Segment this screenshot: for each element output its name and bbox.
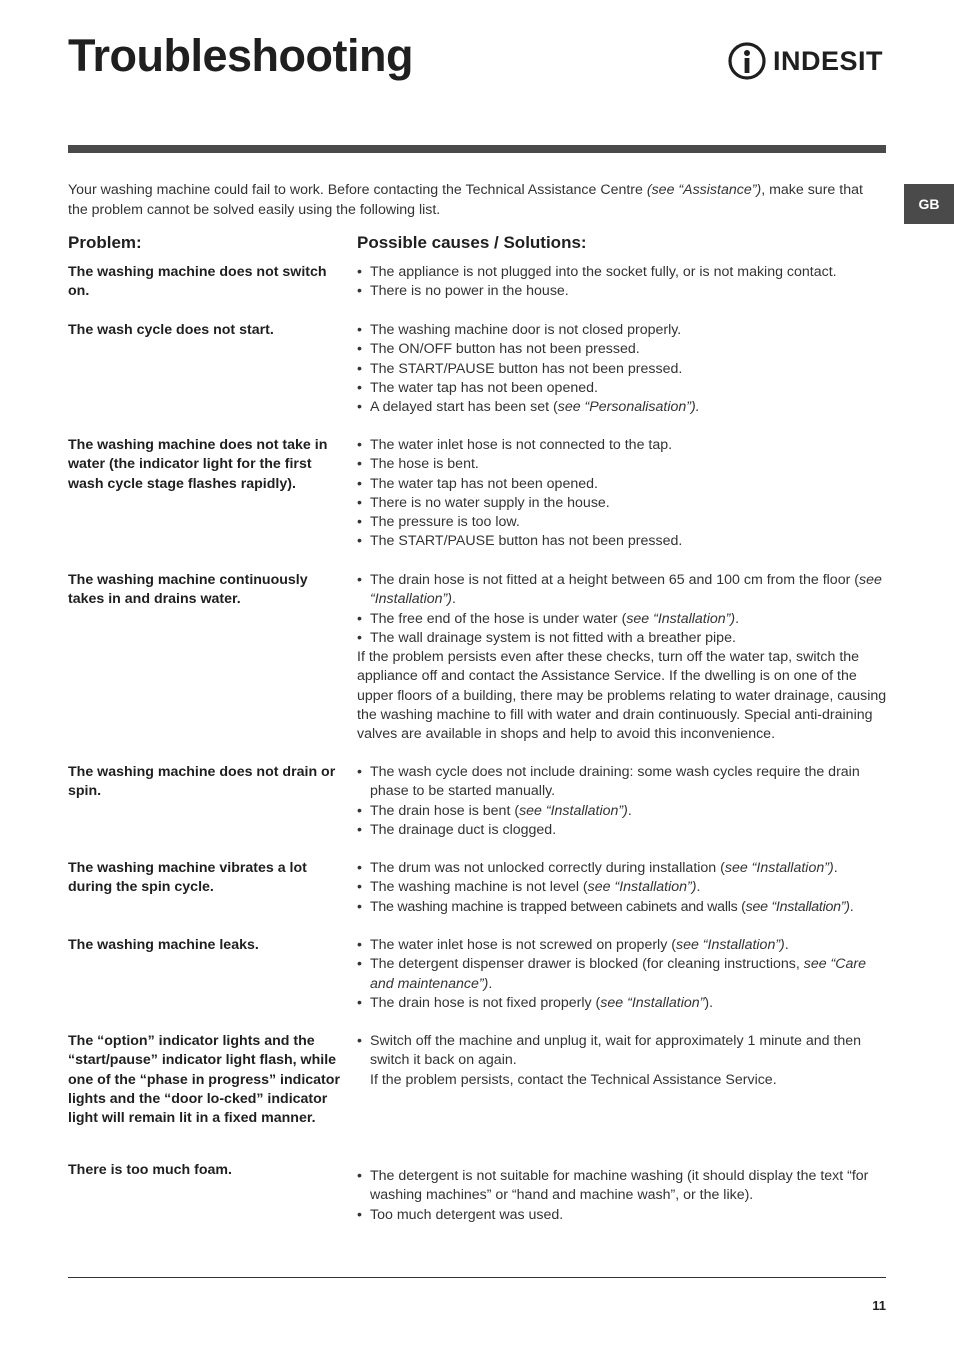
problem-column-heading: Problem: [68,233,142,252]
page-number: 11 [872,1298,886,1313]
problem-text: The washing machine leaks. [68,937,259,953]
brand-i-icon [727,40,767,82]
brand-logo [727,40,883,82]
solution-item: • The hose is bent. [357,455,887,474]
problem-text: The washing machine continuously takes in and drains water. [68,572,308,608]
solution-item: • The appliance is not plugged into the socket fully, or is not making contact. [357,263,887,282]
page-title: Troubleshooting [68,30,413,81]
solution-item: • There is no water supply in the house. [357,494,887,513]
solutions-list [357,321,887,417]
solution-item: • The water inlet hose is not screwed on properly (see “Installation”). [357,936,887,955]
solutions-list [357,436,887,552]
solution-item: • The washing machine is not level (see “Installation”). [357,878,887,897]
solution-item: • The pressure is too low. [357,513,887,532]
solution-item: • The drain hose is bent (see “Installation”). [357,802,887,821]
solution-item: • Switch off the machine and unplug it, wait for approximately 1 minute and then switch it back on again. [357,1032,887,1071]
solution-item: • There is no power in the house. [357,282,887,301]
problem-text: The washing machine does not drain or spin. [68,764,336,800]
solution-item: • The drain hose is not fixed properly (see “Installation”). [357,994,887,1013]
solution-item: • The water tap has not been opened. [357,475,887,494]
intro-paragraph [68,180,886,220]
solutions-list [357,1032,887,1090]
intro-reference: (see “Assistance”) [646,182,762,198]
solution-note: If the problem persists even after these checks, turn off the water tap, switch the appliance off and contact the Assistance Service. If the dwelling is on one of the upper floors of a building, there may be problems relating to water drainage, causing the washing machine to fill with water and drain continuously. Special anti-draining valves are available in shops and help to avoid this inconvenience. [357,649,887,743]
problem-text: The washing machine does not take in water (the indicator light for the first wash cycle stage flashes rapidly). [68,437,328,492]
problem-text: The wash cycle does not start. [68,322,274,338]
solution-item: • The drainage duct is clogged. [357,821,887,840]
problem-text: The “option” indicator lights and the “start/pause” indicator light flash, while one of the “phase in progress” indicator lights and the “door lo-cked” indicator light will remain lit in a fixed manner. [68,1033,340,1127]
problem-text: The washing machine vibrates a lot during the spin cycle. [68,860,307,896]
footer-divider [68,1277,886,1278]
solution-item: • The drain hose is not fitted at a height between 65 and 100 cm from the floor (see “Installation”). [357,571,887,610]
solution-item: • The washing machine door is not closed properly. [357,321,887,340]
solutions-list [357,571,887,745]
solutions-column-heading: Possible causes / Solutions: [357,233,587,252]
solution-item: • The wash cycle does not include draining: some wash cycles require the drain phase to be started manually. [357,763,887,802]
solutions-list [357,263,887,302]
solution-item: • The ON/OFF button has not been pressed. [357,340,887,359]
solutions-list [357,1167,887,1225]
solution-item: • The free end of the hose is under water (see “Installation”). [357,610,887,629]
solution-item: • The detergent dispenser drawer is blocked (for cleaning instructions, see “Care and maintenance”). [357,955,887,994]
solution-item: • A delayed start has been set (see “Personalisation”). [357,398,887,417]
solution-item: • The drum was not unlocked correctly during installation (see “Installation”). [357,859,887,878]
language-tab: GB [904,184,954,224]
intro-text: Your washing machine could fail to work. Before contacting the Technical Assistance Centre [68,182,647,198]
solution-item: • The detergent is not suitable for machine washing (it should display the text “for washing machines” or “hand and machine wash”, or the like). [357,1167,887,1206]
solution-item: • The wall drainage system is not fitted with a breather pipe. [357,629,887,648]
problem-text: There is too much foam. [68,1162,232,1178]
solution-note: If the problem persists, contact the Technical Assistance Service. [370,1071,777,1088]
problem-text: The washing machine does not switch on. [68,264,327,300]
solutions-list [357,859,887,917]
solution-item: • The START/PAUSE button has not been pressed. [357,360,887,379]
intro-text-end: , make sure that the problem cannot be solved easily using the following list. [68,182,863,218]
brand-wordmark: INDESIT [773,45,884,76]
solutions-list [357,936,887,1013]
solution-item: • Too much detergent was used. [357,1206,887,1225]
solution-item: • The START/PAUSE button has not been pressed. [357,532,887,551]
header-divider [68,145,886,153]
solution-item: • The water inlet hose is not connected to the tap. [357,436,887,455]
solution-item: • The washing machine is trapped between cabinets and walls (see “Installation”). [357,898,887,917]
solution-item: • The water tap has not been opened. [357,379,887,398]
solutions-list [357,763,887,840]
